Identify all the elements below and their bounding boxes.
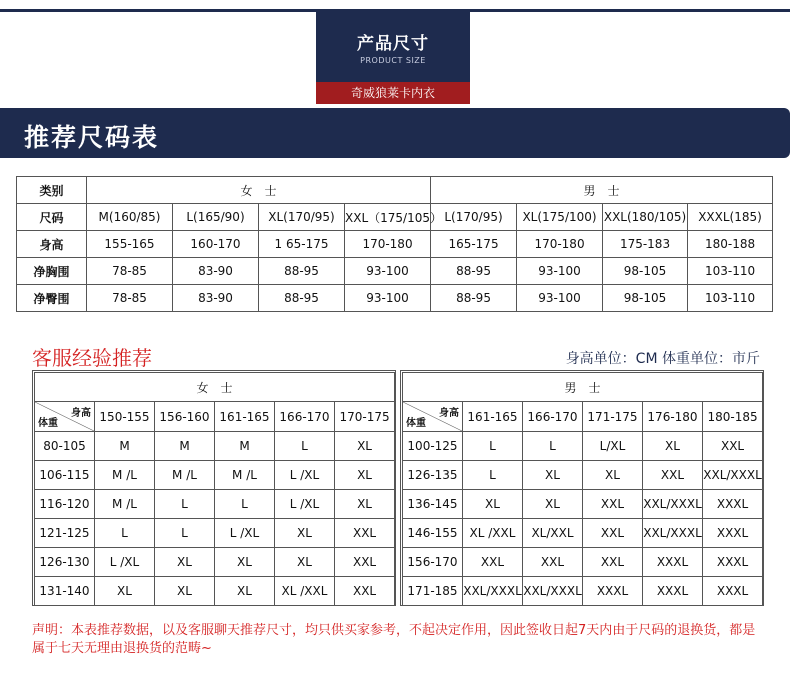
women-recommend-table bbox=[34, 372, 395, 606]
service-title: 客服经验推荐 bbox=[32, 346, 152, 370]
table-cell: 155-165 bbox=[87, 231, 173, 258]
size-cell: L bbox=[95, 519, 155, 548]
table-cell: 88-95 bbox=[431, 258, 517, 285]
weight-range: 121-125 bbox=[35, 519, 95, 548]
table-cell: XL(175/100) bbox=[517, 204, 603, 231]
weight-range: 171-185 bbox=[403, 577, 463, 606]
table-row bbox=[403, 432, 763, 461]
height-range: 171-175 bbox=[583, 402, 643, 432]
size-cell: M bbox=[155, 432, 215, 461]
size-cell: XL bbox=[335, 461, 395, 490]
size-cell: XL /XXL bbox=[275, 577, 335, 606]
size-cell: XL bbox=[215, 577, 275, 606]
size-cell: M bbox=[95, 432, 155, 461]
table-row bbox=[35, 373, 395, 402]
size-cell: XXL/XXXL bbox=[703, 461, 763, 490]
units-note: 身高单位：CM 体重单位：市斤 bbox=[565, 351, 760, 367]
table-cell: 175-183 bbox=[603, 231, 688, 258]
height-label: 身高 bbox=[439, 408, 459, 419]
height-range: 156-160 bbox=[155, 402, 215, 432]
table-row bbox=[403, 577, 763, 606]
diagonal-header bbox=[403, 402, 463, 432]
table-cell: L(165/90) bbox=[173, 204, 259, 231]
height-range: 166-170 bbox=[275, 402, 335, 432]
size-cell: L bbox=[215, 490, 275, 519]
table-cell: 88-95 bbox=[431, 285, 517, 312]
table-cell: 98-105 bbox=[603, 258, 688, 285]
table-cell: 103-110 bbox=[688, 258, 773, 285]
table-row bbox=[17, 204, 773, 231]
size-cell: L/XL bbox=[583, 432, 643, 461]
height-range: 176-180 bbox=[643, 402, 703, 432]
size-cell: L /XL bbox=[95, 548, 155, 577]
size-cell: XXL/XXXL bbox=[463, 577, 523, 606]
women-header: 女 士 bbox=[87, 177, 431, 204]
table-row bbox=[17, 177, 773, 204]
size-cell: XL bbox=[215, 548, 275, 577]
size-cell: L bbox=[463, 461, 523, 490]
table-cell: 78-85 bbox=[87, 258, 173, 285]
men-header: 男 士 bbox=[431, 177, 773, 204]
men-header: 男 士 bbox=[403, 373, 763, 402]
weight-range: 156-170 bbox=[403, 548, 463, 577]
table-row bbox=[35, 577, 395, 606]
table-cell: 88-95 bbox=[259, 285, 345, 312]
size-cell: L bbox=[155, 490, 215, 519]
size-cell: XL bbox=[523, 461, 583, 490]
row-label: 尺码 bbox=[17, 204, 87, 231]
size-cell: XL /XXL bbox=[463, 519, 523, 548]
table-cell: 165-175 bbox=[431, 231, 517, 258]
size-cell: XXXL bbox=[703, 490, 763, 519]
weight-range: 131-140 bbox=[35, 577, 95, 606]
weight-label: 体重 bbox=[406, 418, 426, 429]
size-cell: XXL/XXXL bbox=[643, 519, 703, 548]
size-cell: XXXL bbox=[703, 548, 763, 577]
size-cell: XL bbox=[155, 577, 215, 606]
size-cell: L bbox=[463, 432, 523, 461]
table-row bbox=[403, 373, 763, 402]
table-cell: 88-95 bbox=[259, 258, 345, 285]
table-row bbox=[35, 402, 395, 432]
section-title: 推荐尺码表 bbox=[24, 123, 160, 152]
table-row bbox=[17, 258, 773, 285]
product-size-banner bbox=[316, 12, 470, 82]
size-cell: XXL bbox=[335, 548, 395, 577]
brand-label: 奇威狼莱卡内衣 bbox=[316, 82, 470, 104]
size-cell: XXL bbox=[335, 519, 395, 548]
size-cell: XXL bbox=[583, 548, 643, 577]
size-cell: M /L bbox=[155, 461, 215, 490]
size-cell: XL bbox=[523, 490, 583, 519]
size-cell: M /L bbox=[95, 461, 155, 490]
women-header: 女 士 bbox=[35, 373, 395, 402]
size-cell: L /XL bbox=[275, 490, 335, 519]
size-cell: XL bbox=[643, 432, 703, 461]
weight-range: 116-120 bbox=[35, 490, 95, 519]
size-cell: XL bbox=[335, 490, 395, 519]
table-cell: 83-90 bbox=[173, 285, 259, 312]
section-header bbox=[0, 108, 790, 158]
table-cell: L(170/95) bbox=[431, 204, 517, 231]
weight-range: 80-105 bbox=[35, 432, 95, 461]
table-cell: 93-100 bbox=[517, 258, 603, 285]
size-cell: XL bbox=[275, 519, 335, 548]
size-cell: XL bbox=[155, 548, 215, 577]
men-recommend-table bbox=[402, 372, 763, 606]
weight-range: 126-130 bbox=[35, 548, 95, 577]
table-cell: M(160/85) bbox=[87, 204, 173, 231]
table-row bbox=[35, 432, 395, 461]
size-cell: XXXL bbox=[643, 577, 703, 606]
diagonal-header bbox=[35, 402, 95, 432]
table-cell: 180-188 bbox=[688, 231, 773, 258]
size-cell: L /XL bbox=[275, 461, 335, 490]
size-table bbox=[16, 176, 773, 312]
weight-range: 146-155 bbox=[403, 519, 463, 548]
size-cell: XL bbox=[463, 490, 523, 519]
category-label: 类别 bbox=[17, 177, 87, 204]
table-row bbox=[35, 519, 395, 548]
weight-range: 100-125 bbox=[403, 432, 463, 461]
table-cell: 98-105 bbox=[603, 285, 688, 312]
height-label: 身高 bbox=[71, 408, 91, 419]
size-cell: XXL bbox=[643, 461, 703, 490]
size-cell: L bbox=[155, 519, 215, 548]
table-cell: XXL(180/105) bbox=[603, 204, 688, 231]
table-cell: 160-170 bbox=[173, 231, 259, 258]
banner-title: 产品尺寸 bbox=[357, 34, 429, 54]
table-cell: 83-90 bbox=[173, 258, 259, 285]
size-cell: XXL bbox=[583, 490, 643, 519]
banner-subtitle: PRODUCT SIZE bbox=[360, 56, 426, 65]
size-cell: L bbox=[275, 432, 335, 461]
size-cell: XXL bbox=[583, 519, 643, 548]
height-range: 180-185 bbox=[703, 402, 763, 432]
table-row bbox=[35, 461, 395, 490]
size-cell: L /XL bbox=[215, 519, 275, 548]
height-range: 150-155 bbox=[95, 402, 155, 432]
row-label: 净臀围 bbox=[17, 285, 87, 312]
row-label: 净胸围 bbox=[17, 258, 87, 285]
size-cell: XXL bbox=[335, 577, 395, 606]
size-cell: XXL bbox=[523, 548, 583, 577]
size-cell: XXL/XXXL bbox=[643, 490, 703, 519]
table-cell: 170-180 bbox=[345, 231, 431, 258]
table-cell: XXXL(185) bbox=[688, 204, 773, 231]
size-cell: XL bbox=[95, 577, 155, 606]
weight-range: 136-145 bbox=[403, 490, 463, 519]
table-row bbox=[17, 285, 773, 312]
size-cell: XXL bbox=[703, 432, 763, 461]
table-row bbox=[403, 402, 763, 432]
row-label: 身高 bbox=[17, 231, 87, 258]
size-cell: XXXL bbox=[703, 519, 763, 548]
size-cell: XL bbox=[335, 432, 395, 461]
size-cell: L bbox=[523, 432, 583, 461]
height-range: 161-165 bbox=[463, 402, 523, 432]
size-cell: M /L bbox=[215, 461, 275, 490]
size-cell: M /L bbox=[95, 490, 155, 519]
height-range: 161-165 bbox=[215, 402, 275, 432]
table-cell: 93-100 bbox=[345, 285, 431, 312]
table-cell: 93-100 bbox=[517, 285, 603, 312]
table-cell: 170-180 bbox=[517, 231, 603, 258]
table-cell: XL(170/95) bbox=[259, 204, 345, 231]
table-cell: XXL（175/105） bbox=[345, 204, 431, 231]
height-range: 166-170 bbox=[523, 402, 583, 432]
table-row bbox=[403, 548, 763, 577]
weight-label: 体重 bbox=[38, 418, 58, 429]
weight-range: 126-135 bbox=[403, 461, 463, 490]
size-cell: XL bbox=[583, 461, 643, 490]
table-cell: 78-85 bbox=[87, 285, 173, 312]
table-row bbox=[35, 490, 395, 519]
table-row bbox=[403, 490, 763, 519]
table-cell: 93-100 bbox=[345, 258, 431, 285]
size-cell: XL/XXL bbox=[523, 519, 583, 548]
size-cell: XXL/XXXL bbox=[523, 577, 583, 606]
size-cell: XXXL bbox=[703, 577, 763, 606]
table-row bbox=[403, 461, 763, 490]
table-row bbox=[403, 519, 763, 548]
disclaimer-text: 声明：本表推荐数据，以及客服聊天推荐尺寸，均只供买家参考，不起决定作用，因此签收日起7天内由于尺码的退换货，都是属于七天无理由退换货的范畴~ bbox=[32, 623, 756, 656]
size-cell: XXXL bbox=[583, 577, 643, 606]
weight-range: 106-115 bbox=[35, 461, 95, 490]
table-cell: 1 65-175 bbox=[259, 231, 345, 258]
size-cell: M bbox=[215, 432, 275, 461]
table-row bbox=[17, 231, 773, 258]
table-row bbox=[35, 548, 395, 577]
height-range: 170-175 bbox=[335, 402, 395, 432]
size-cell: XL bbox=[275, 548, 335, 577]
size-cell: XXXL bbox=[643, 548, 703, 577]
size-cell: XXL bbox=[463, 548, 523, 577]
table-cell: 103-110 bbox=[688, 285, 773, 312]
